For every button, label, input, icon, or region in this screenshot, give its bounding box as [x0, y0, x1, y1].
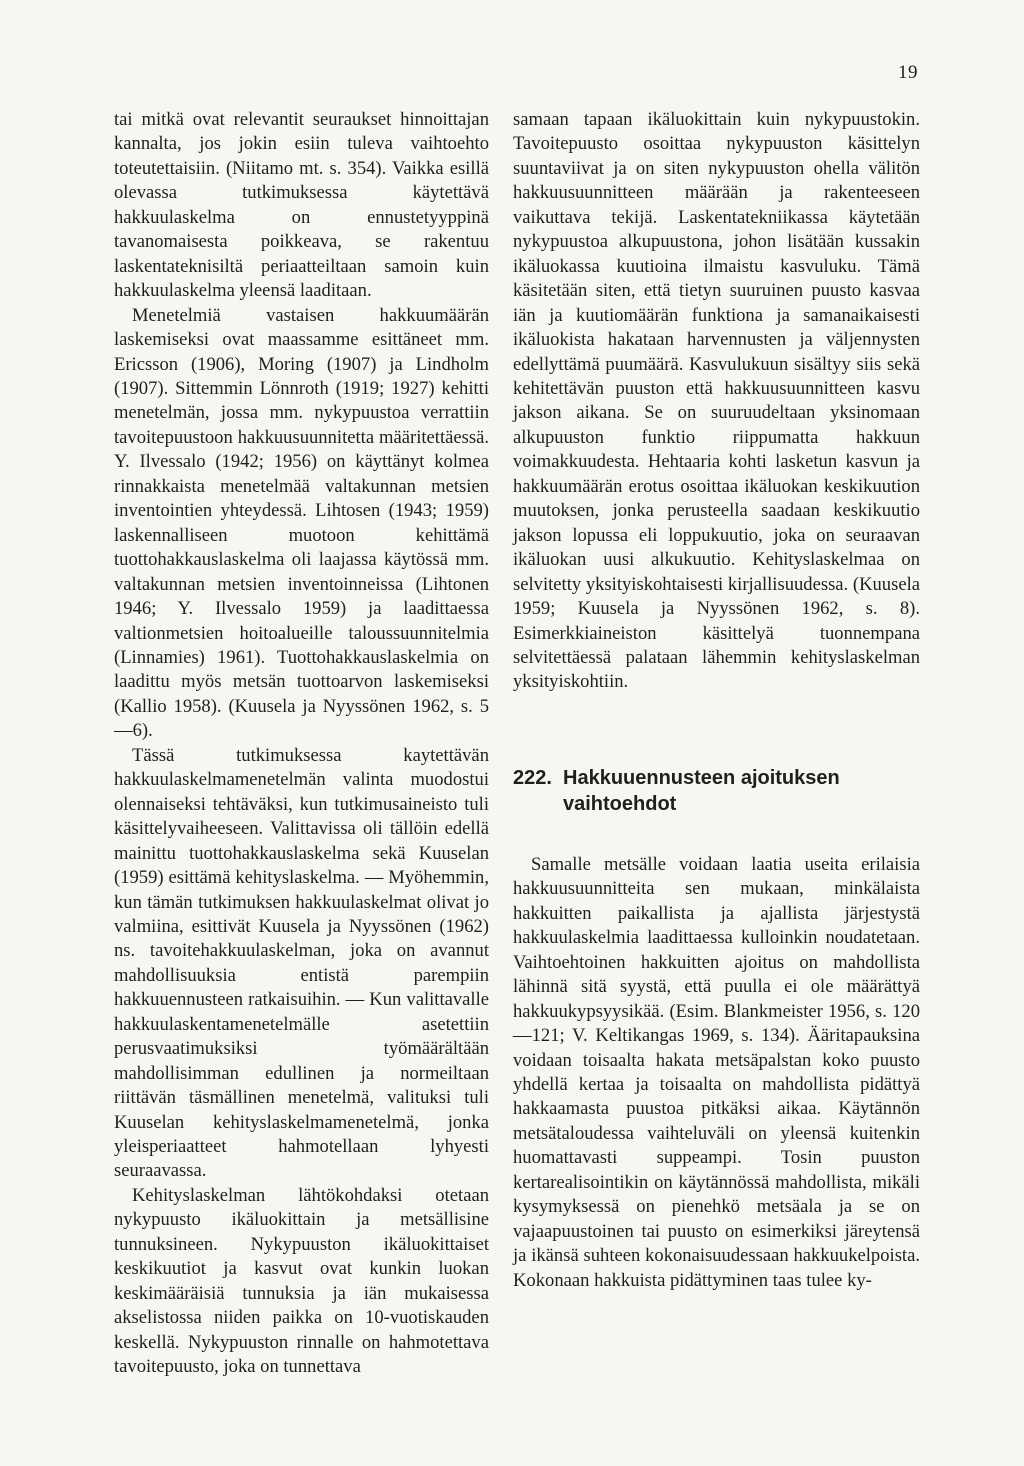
right-paragraph-1: samaan tapaan ikäluokittain kuin nykypuustokin. Tavoitepuusto osoittaa nykypuuston käsittelyn suuntaviivat ja on siten nykypuuston ohella välitön hakkuusuunnitteen määrään ja rakenteeseen vaikuttava tekijä. Laskentatekniikassa käytetään nykypuustoa alkupuustona, johon lisätään kussakin ikäluokassa kuutioina ilmaistu kasvuluku. Tämä käsitetään siten, että tietyn suuruinen puusto kasvaa iän ja kuutiomäärän funktiona ja samanaikaisesti ikäluokista hakataan harvennusten ja väljennysten edellyttämä puumäärä. Kasvulukuun sisältyy siis sekä kehitettävän puuston että hakkuusuunnitteen kasvu jakson aikana. Se on suuruudeltaan yksinomaan alkupuuston funktio riippumatta hakkuun voimakkuudesta. Hehtaaria kohti lasketun kasvun ja hakkuumäärän erotus osoittaa ikäluokan keskikuution muutoksen, jonka perusteella saadaan keskikuutio jakson lopussa eli loppukuutio, joka on seuraavan ikäluokan uusi alkukuutio. Kehityslaskelmaa on selvitetty yksityiskohtaisesti kirjallisuudessa. (Kuusela 1959; Kuusela ja Nyyssönen 1962, s. 8). Esimerkkiaineiston käsittelyä tuonnempana selvitettäessä palataan lähemmin kehityslaskelman yksityiskohtiin.: [513, 109, 920, 693]
section-heading: [513, 765, 920, 817]
section-title-line2: vaihtoehdot: [563, 792, 677, 815]
right-paragraph-2: Samalle metsälle voidaan laatia useita erilaisia hakkuusuunnitteita sen mukaan, minkälaista hakkuitten paikallista ja ajallista järjestystä hakkuulaskelmia laadittaessa kulloinkin noudatetaan. Vaihtoehtoinen hakkuitten ajoitus on mahdollista lähinnä sitä syystä, että puulla ei ole määrättyä hakkuukypsyysikää. (Esim. Blankmeister 1956, s. 120—121; V. Keltikangas 1969, s. 134). Ääritapauksina voidaan toisaalta hakata metsäpalstan koko puusto yhdellä kertaa ja toisaalta on mahdollista pidättyä hakkaamasta puustoa pitkäksi aikaa. Käytännön metsätaloudessa vaihteluväli on yleensä kuitenkin huomattavasti suppeampi. Tosin puuston kertarealisointikin on käytännössä mahdollista, mikäli kysymyksessä on pienehkö metsäala ja se on vajaapuustoinen tai puusto on esimerkiksi järeytensä ja ikänsä suhteen kokonaisuudessaan hakkuukelpoista. Kokonaan hakkuista pidättyminen taas tulee ky-: [513, 853, 920, 1291]
section-title-line1: Hakkuuennusteen ajoituksen: [563, 766, 840, 789]
left-paragraph-3: Tässä tutkimuksessa kaytettävän hakkuulaskelmamenetelmän valinta muodostui olennaiseksi tehtäväksi, kun tutkimusaineisto tuli käsittelyvaiheeseen. Valittavissa oli tällöin edellä mainittu tuottohakkauslaskelma sekä Kuuselan (1959) esittämä kehityslaskelma. — Myöhemmin, kun tämän tutkimuksen hakkuulaskelmat olivat jo valmiina, esittivät Kuusela ja Nyyssönen (1962) ns. tavoitehakkuulaskelman, joka on avannut mahdollisuuksia entistä parempiin hakkuuennusteen ratkaisuihin. — Kun valittavalle hakkuulaskentamenetelmälle asetettiin perusvaatimuksiksi työmäärältään mahdollisimman edullinen ja normeiltaan riittävän täsmällinen menetelmä, valituksi tuli Kuuselan kehityslaskelmamenetelmä, jonka yleisperiaatteet hahmotellaan lyhyesti seuraavassa.: [114, 744, 489, 1182]
left-paragraph-2: Menetelmiä vastaisen hakkuumäärän laskemiseksi ovat maassamme esittäneet mm. Ericsson (1906), Moring (1907) ja Lindholm (1907). Sittemmin Lönnroth (1919; 1927) kehitti menetelmän, jossa mm. nykypuustoa verrattiin tavoitepuustoon hakkuusuunnitetta määritettäessä. Y. Ilvessalo (1942; 1956) on käyttänyt kolmea rinnakkaista menetelmää valtakunnan metsien inventointien yhteydessä. Lihtosen (1943; 1959) laskennalliseen muotoon kehittämä tuottohakkauslaskelma oli laajassa käytössä mm. valtakunnan metsien inventoinneissa (Lihtonen 1946; Y. Ilvessalo 1959) ja laadittaessa valtionmetsien hoitoalueille taloussuunnitelmia (Linnamies) 1961). Tuottohakkauslaskelmia on laadittu myös metsän tuottoarvon laskemiseksi (Kallio 1958). (Kuusela ja Nyyssönen 1962, s. 5—6).: [114, 304, 489, 742]
left-paragraph-4: Kehityslaskelman lähtökohdaksi otetaan nykypuusto ikäluokittain ja metsällisine tunnuksineen. Nykypuuston ikäluokittaiset keskikuutiot ja kasvut ovat kunkin luokan keskimääräisiä tunnuksia ja iän mukaisessa akselistossa niiden paikka on 10-vuotiskauden keskellä. Nykypuuston rinnalle on hahmotettava tavoitepuusto, joka on tunnettava: [114, 1184, 489, 1378]
page-number: 19: [898, 62, 918, 83]
left-column: [114, 108, 489, 1380]
left-paragraph-1: tai mitkä ovat relevantit seuraukset hinnoittajan kannalta, jos jokin esiin tuleva vaihtoehto toteutettaisiin. (Niitamo mt. s. 354). Vaikka esillä olevassa tutkimuksessa käytettävä hakkuulaskelma on ennustetyyppinä tavanomaisesta poikkeava, se rakentuu laskentateknisiltä periaatteiltaan samoin kuin hakkuulaskelma yleensä laaditaan.: [114, 109, 489, 302]
right-column: [513, 108, 920, 1293]
section-number: 222.: [513, 766, 552, 789]
